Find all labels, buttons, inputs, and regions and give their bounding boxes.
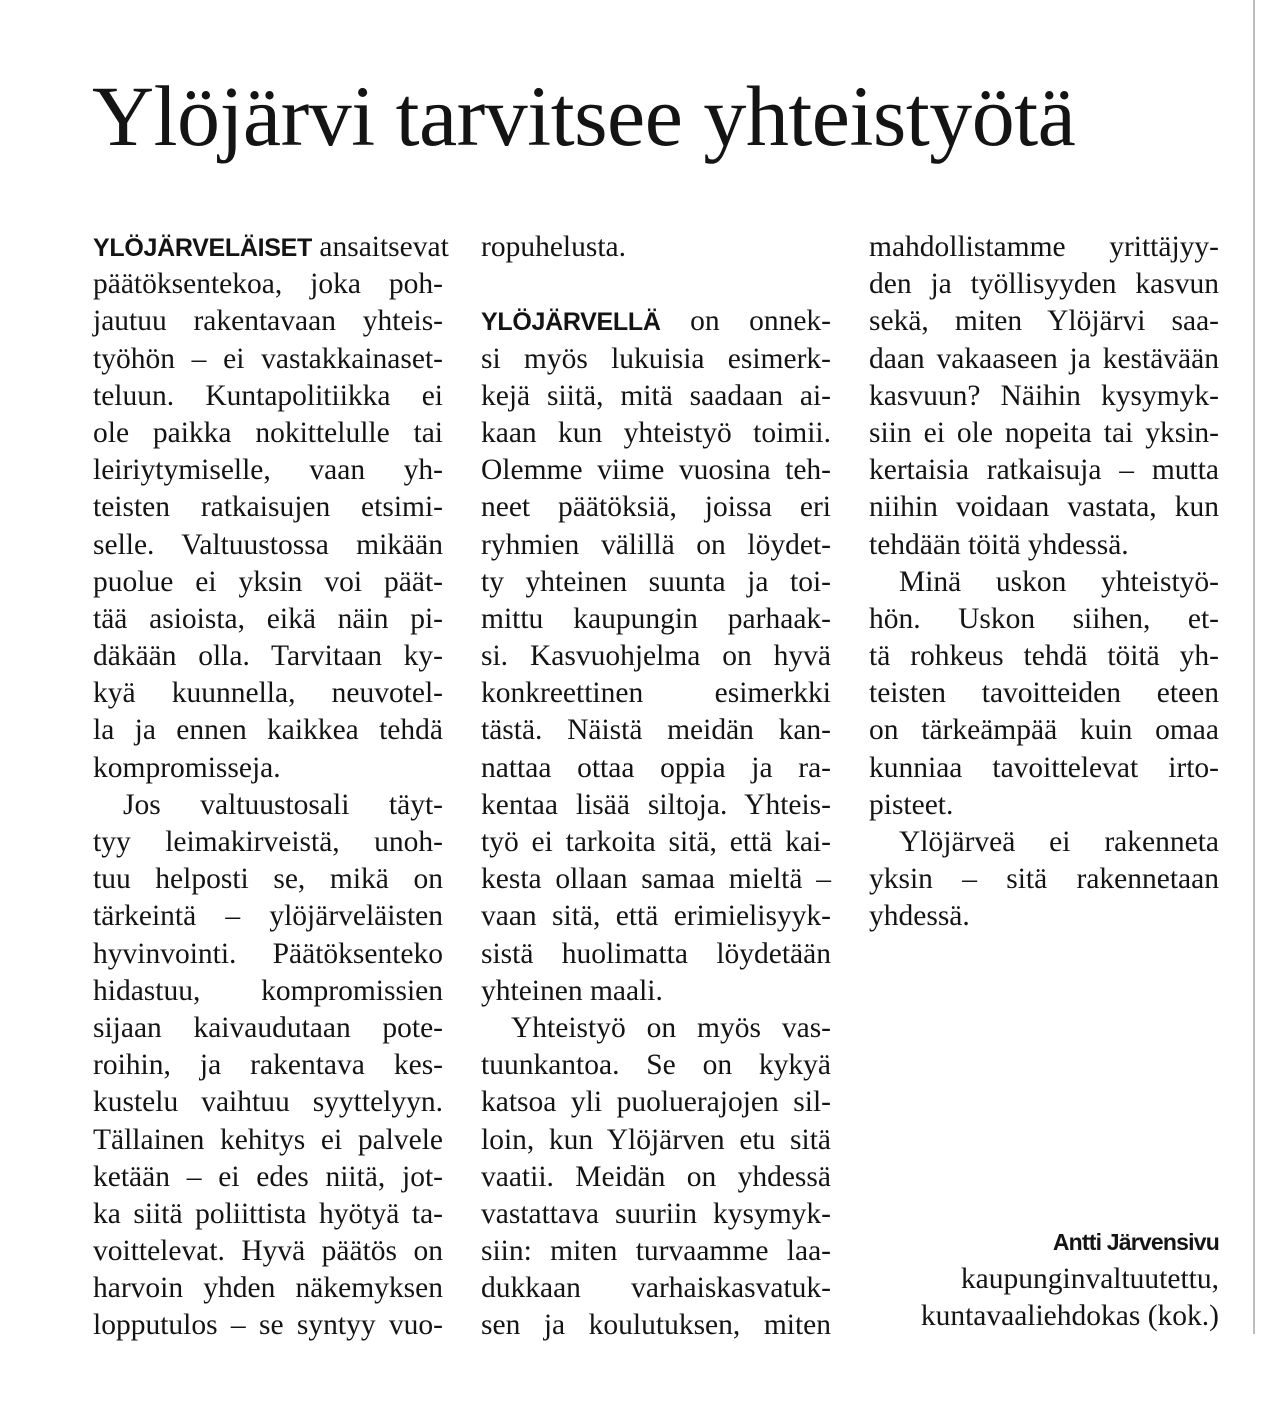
paragraph-2-line: kustelu vaihtuu syyttelyyn. bbox=[93, 1086, 443, 1119]
paragraph-1-line: ole paikka nokittelulle tai bbox=[93, 416, 443, 449]
paragraph-2-line: Tällainen kehitys ei palvele bbox=[93, 1123, 443, 1156]
paragraph-3-line: sistä huolimatta löydetään bbox=[481, 937, 831, 970]
article-headline: Ylöjärvi tarvitsee yhteistyötä bbox=[92, 68, 1076, 164]
paragraph-3-line: neet päätöksiä, joissa eri bbox=[481, 491, 831, 524]
paragraph-3-line: si. Kasvuohjelma on hyvä bbox=[481, 640, 831, 673]
paragraph-4-line: mahdollistamme yrittäjyy- bbox=[869, 231, 1219, 263]
paragraph-2-line: hidastuu, kompromissien bbox=[93, 974, 443, 1007]
paragraph-3-line: yhteinen maali. bbox=[481, 974, 663, 1007]
paragraph-1-line: la ja ennen kaikkea tehdä bbox=[93, 714, 443, 747]
article-column-2 bbox=[481, 229, 831, 1345]
paragraph-1-line: selle. Valtuustossa mikään bbox=[93, 528, 443, 561]
paragraph-3-line: si myös lukuisia esimerk- bbox=[481, 342, 831, 375]
paragraph-2-line: harvoin yhden näkemyksen bbox=[93, 1272, 443, 1305]
paragraph-3-line: Olemme viime vuosina teh- bbox=[481, 454, 831, 487]
paragraph-3-lead: YLÖJÄRVELLÄ bbox=[481, 308, 661, 337]
paragraph-4-line: kertaisia ratkaisuja – mutta bbox=[869, 454, 1219, 487]
paragraph-5-line: tä rohkeus tehdä töitä yh- bbox=[869, 640, 1219, 673]
author-signature bbox=[869, 1224, 1219, 1335]
paragraph-spacer bbox=[481, 266, 831, 303]
paragraph-1-line: kyä kuunnella, neuvotel- bbox=[93, 677, 443, 710]
paragraph-4-line: Yhteistyö on myös vas- bbox=[511, 1011, 831, 1044]
paragraph-1-line: jautuu rakentavaan yhteis- bbox=[93, 305, 443, 338]
paragraph-3-line: konkreettinen esimerkki bbox=[481, 677, 831, 710]
paragraph-2-line: sijaan kaivaudutaan pote- bbox=[93, 1011, 443, 1044]
paragraph-2-line: tuu helposti se, mikä on bbox=[93, 863, 443, 896]
paragraph-2-line: roihin, ja rakentava kes- bbox=[93, 1049, 443, 1082]
paragraph-3-line: nattaa ottaa oppia ja ra- bbox=[481, 751, 831, 784]
paragraph-2-line: tyy leimakirveistä, unoh- bbox=[93, 826, 443, 858]
paragraph-3-line: tästä. Näistä meidän kan- bbox=[481, 714, 831, 747]
article-column-3 bbox=[869, 229, 1219, 936]
paragraph-5-line: kunniaa tavoittelevat irto- bbox=[869, 751, 1219, 784]
paragraph-2-line: voittelevat. Hyvä päätös on bbox=[93, 1235, 443, 1268]
paragraph-1-line: däkään olla. Tarvitaan ky- bbox=[93, 640, 443, 673]
paragraph-1-line: tää asioista, eikä näin pi- bbox=[93, 602, 443, 635]
paragraph-2-line: ka siitä poliittista hyötyä ta- bbox=[93, 1197, 443, 1230]
paragraph-2-line: ropuhelusta. bbox=[481, 231, 627, 263]
paragraph-3-line: työ ei tarkoita sitä, että kai- bbox=[481, 826, 831, 858]
paragraph-2-line: tärkeintä – ylöjärveläisten bbox=[93, 900, 443, 933]
paragraph-4-line: katsoa yli puoluerajojen sil- bbox=[481, 1086, 831, 1119]
paragraph-5-line: hön. Uskon siihen, et- bbox=[869, 602, 1219, 635]
paragraph-6-line: yksin – sitä rakennetaan bbox=[869, 863, 1219, 896]
paragraph-4-line: tehdään töitä yhdessä. bbox=[869, 528, 1129, 561]
paragraph-2-line: Jos valtuustosali täyt- bbox=[123, 788, 443, 821]
paragraph-4-line: daan vakaaseen ja kestävään bbox=[869, 342, 1219, 375]
paragraph-5-line: Minä uskon yhteistyö- bbox=[899, 565, 1219, 598]
paragraph-1-line: YLÖJÄRVELÄISET ansaitsevat bbox=[93, 231, 449, 263]
paragraph-5-line: on tärkeämpää kuin omaa bbox=[869, 714, 1219, 747]
paragraph-4-line: siin: miten turvaamme laa- bbox=[481, 1235, 831, 1268]
author-name: Antti Järvensivu bbox=[1052, 1229, 1219, 1255]
paragraph-3-line: kesta ollaan samaa mieltä – bbox=[481, 863, 831, 896]
author-candidacy: kuntavaaliehdokas (kok.) bbox=[920, 1300, 1219, 1332]
paragraph-4-line: tuunkantoa. Se on kykyä bbox=[481, 1049, 831, 1082]
paragraph-1-lead: YLÖJÄRVELÄISET bbox=[93, 234, 312, 262]
paragraph-1-line: teluun. Kuntapolitiikka ei bbox=[93, 379, 443, 412]
paragraph-1-line: kompromisseja. bbox=[93, 751, 281, 784]
paragraph-4-line: niihin voidaan vastata, kun bbox=[869, 491, 1219, 524]
paragraph-1-line: leiriytymiselle, vaan yh- bbox=[93, 454, 443, 487]
paragraph-4-line: sen ja koulutuksen, miten bbox=[481, 1309, 831, 1342]
paragraph-5-line: teisten tavoitteiden eteen bbox=[869, 677, 1219, 710]
paragraph-4-line: kasvuun? Näihin kysymyk- bbox=[869, 379, 1219, 412]
paragraph-3-line: mittu kaupungin parhaak- bbox=[481, 602, 831, 635]
paragraph-3-line: YLÖJÄRVELLÄ on onnek- bbox=[481, 305, 831, 338]
paragraph-3-line: kentaa lisää siltoja. Yhteis- bbox=[481, 788, 831, 821]
paragraph-4-line: vastattava suuriin kysymyk- bbox=[481, 1197, 831, 1230]
paragraph-4-line: den ja työllisyyden kasvun bbox=[869, 268, 1219, 301]
paragraph-2-line: lopputulos – se syntyy vuo- bbox=[93, 1309, 443, 1342]
paragraph-4-line: sekä, miten Ylöjärvi saa- bbox=[869, 305, 1219, 338]
paragraph-2-line: ketään – ei edes niitä, jot- bbox=[93, 1160, 443, 1193]
paragraph-3-line: ryhmien välillä on löydet- bbox=[481, 528, 831, 561]
paragraph-4-line: siin ei ole nopeita tai yksin- bbox=[869, 416, 1219, 449]
paragraph-4-line: dukkaan varhaiskasvatuk- bbox=[481, 1272, 831, 1305]
paragraph-6-line: yhdessä. bbox=[869, 900, 970, 933]
paragraph-6-line: Ylöjärveä ei rakenneta bbox=[899, 826, 1219, 858]
paragraph-1-line: teisten ratkaisujen etsimi- bbox=[93, 491, 443, 524]
paragraph-3-line: ty yhteinen suunta ja toi- bbox=[481, 565, 831, 598]
author-title: kaupunginvaltuutettu, bbox=[960, 1263, 1219, 1295]
paragraph-1-line: päätöksentekoa, joka poh- bbox=[93, 268, 443, 301]
column-rule-right bbox=[1253, 0, 1255, 1334]
article-column-1 bbox=[93, 229, 449, 1345]
paragraph-4-line: vaatii. Meidän on yhdessä bbox=[481, 1160, 831, 1193]
paragraph-1-line: työhön – ei vastakkainaset- bbox=[93, 342, 443, 375]
paragraph-3-line: kejä siitä, mitä saadaan ai- bbox=[481, 379, 831, 412]
paragraph-1-line: puolue ei yksin voi päät- bbox=[93, 565, 443, 598]
paragraph-4-line: loin, kun Ylöjärven etu sitä bbox=[481, 1123, 831, 1156]
paragraph-3-line: kaan kun yhteistyö toimii. bbox=[481, 416, 831, 449]
paragraph-2-line: hyvinvointi. Päätöksenteko bbox=[93, 937, 443, 970]
paragraph-3-line: vaan sitä, että erimielisyyk- bbox=[481, 900, 831, 933]
paragraph-5-line: pisteet. bbox=[869, 788, 954, 821]
